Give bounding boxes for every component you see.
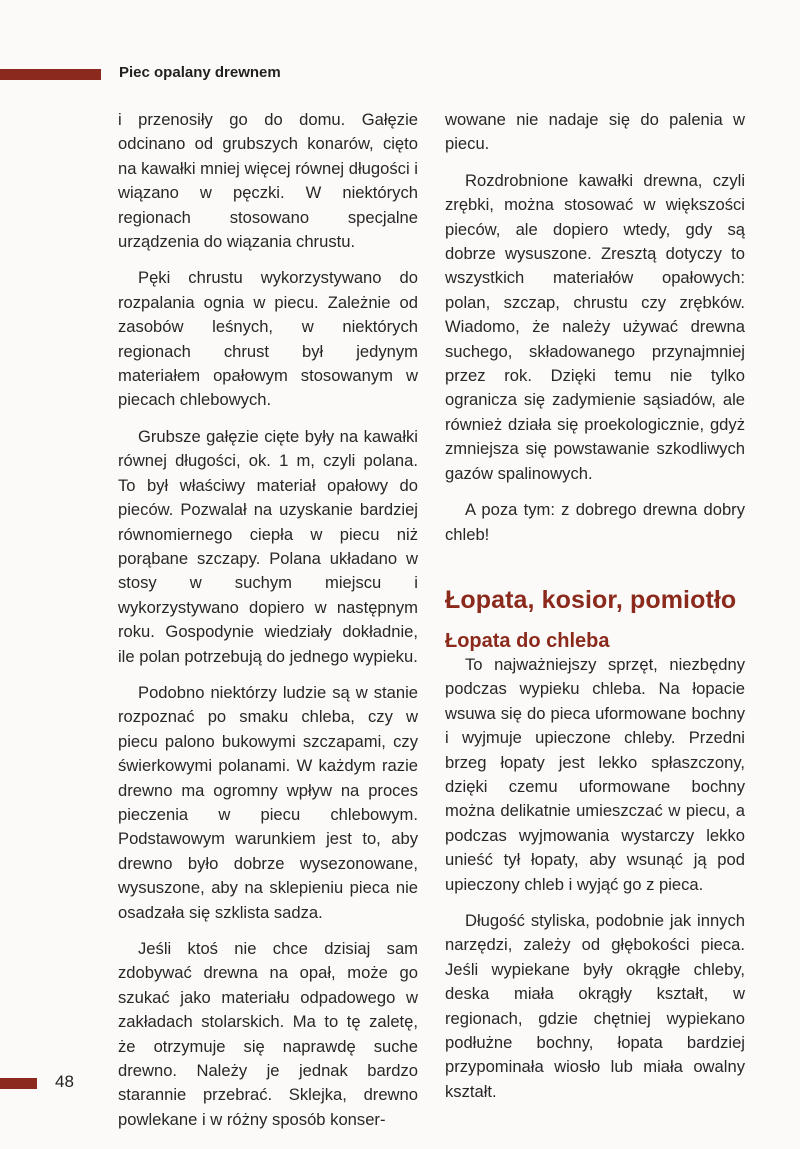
paragraph: Jeśli ktoś nie chce dzisiaj sam zdobywać drewna na opał, może go szukać jako materiału odpadowego w zakładach stolarskich. Ma to tę zaletę, że otrzymuje się naprawdę suche drewno. Należy je jednak bardzo starannie przebrać. Sklejka, drewno powlekane i w różny sposób konser- — [118, 939, 418, 1129]
left-text-column — [118, 108, 418, 1144]
paragraph: A poza tym: z dobrego drewna dobry chleb! — [445, 500, 745, 544]
section-heading: Łopata, kosior, pomiotło — [445, 585, 737, 614]
running-header-title: Piec opalany drewnem — [119, 64, 281, 81]
page-number: 48 — [55, 1072, 74, 1091]
footer-accent-bar — [0, 1078, 37, 1089]
paragraph: i przenosiły go do domu. Gałęzie odcinano od grubszych konarów, cięto na kawałki mniej więcej równej długości i wiązano w pęczki. W niektórych regionach stosowano specjalne urządzenia do wiązania chrustu. — [118, 110, 418, 252]
paragraph: Grubsze gałęzie cięte były na kawałki równej długości, ok. 1 m, czyli polana. To był właściwy materiał opałowy do pieców. Pozwalał na uzyskanie bardziej równomiernego ciepła w piecu niż porąbane szczapy. Polana układano w stosy w suchym miejscu i wykorzystywano dopiero w następnym roku. Gospodynie wiedziały dokładnie, ile polan potrzebują do jednego wypieku. — [118, 426, 418, 666]
paragraph: Długość styliska, podobnie jak innych narzędzi, zależy od głębokości pieca. Jeśli wypiekane były okrągłe chleby, deska miała okrągły kształt, w regionach, gdzie chętniej wypiekano podłużne bochny, łopata bardziej przypominała wiosło lub miała owalny kształt. — [445, 910, 745, 1101]
paragraph: Rozdrobnione kawałki drewna, czyli zrębki, można stosować w większości pieców, ale dopiero wtedy, gdy są dobrze wysuszone. Zresztą dotyczy to wszystkich materiałów opałowych: polan, szczap, chrustu czy zrębków. Wiadomo, że należy używać drewna suchego, składowanego przynajmniej przez rok. Dzięki temu nie tylko ogranicza się zadymienie sąsiadów, ale również działa się proekologicznie, gdyż zmniejsza się powstawanie szkodliwych gazów spalinowych. — [445, 170, 745, 483]
paragraph: Pęki chrustu wykorzystywano do rozpalania ognia w piecu. Zależnie od zasobów leśnych, w niektórych regionach chrust był jedynym materiałem opałowym stosowanym w piecach chlebowych. — [118, 268, 418, 410]
right-text-column — [445, 108, 745, 1116]
paragraph: To najważniejszy sprzęt, niezbędny podczas wypieku chleba. Na łopacie wsuwa się do pieca uformowane bochny i wyjmuje upieczone chleby. Przedni brzeg łopaty jest lekko spłaszczony, dzięki czemu uformowane bochny można delikatnie umieszczać w piecu, a podczas wyjmowania wystarczy lekko unieść tył łopaty, aby wsunąć ją pod upieczony chleb i wyjąć go z pieca. — [445, 654, 745, 894]
paragraph: Podobno niektórzy ludzie są w stanie rozpoznać po smaku chleba, czy w piecu palono bukowymi szczapami, czy świerkowymi polanami. W każdym razie drewno ma ogromny wpływ na proces pieczenia w piecu chlebowym. Podstawowym warunkiem jest to, aby drewno było dobrze wysezonowane, wysuszone, aby na sklepieniu pieca nie osadzała się szklista sadza. — [118, 682, 418, 922]
sub-heading: Łopata do chleba — [445, 629, 610, 652]
header-accent-bar — [0, 69, 101, 80]
paragraph: wowane nie nadaje się do palenia w piecu. — [445, 110, 745, 154]
